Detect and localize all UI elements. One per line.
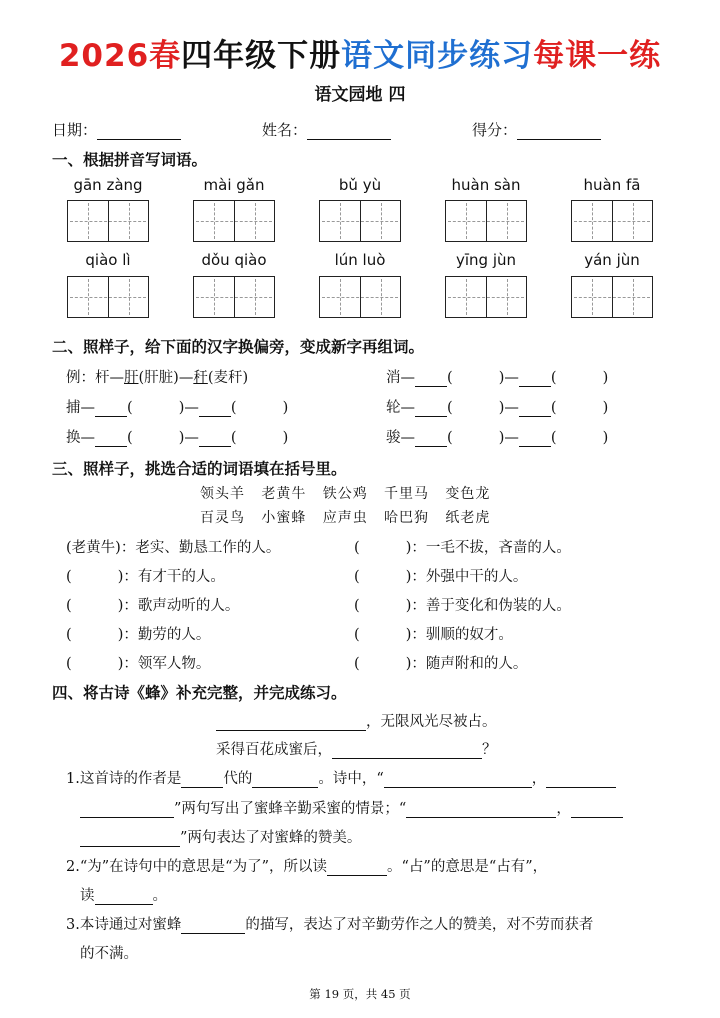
- page-footer: 第 19 页，共 45 页: [309, 987, 411, 1001]
- match-item[interactable]: ( )：勤劳的人。: [66, 627, 211, 643]
- dash: —: [400, 370, 415, 386]
- writing-grid[interactable]: [193, 200, 275, 242]
- example-word2: 秆: [193, 370, 208, 386]
- dash: —: [80, 430, 95, 446]
- writing-grid[interactable]: [319, 276, 401, 318]
- score-field[interactable]: [472, 119, 601, 140]
- writing-grid[interactable]: [571, 276, 653, 318]
- page-title: [0, 30, 720, 75]
- match-item[interactable]: ( )：一毛不拔，吝啬的人。: [354, 540, 571, 556]
- paren: ( ): [230, 430, 289, 446]
- paren: ( ): [127, 400, 185, 416]
- match-item[interactable]: ( )：驯顺的奴才。: [354, 627, 513, 643]
- dash: —: [504, 370, 519, 386]
- section2-heading: 二、照样子，给下面的汉字换偏旁，变成新字再组词。: [52, 338, 425, 356]
- example-end: (麦秆): [207, 370, 249, 386]
- title-part-year: 2026春: [58, 38, 182, 74]
- paren: ( ): [550, 430, 609, 446]
- dash: —: [504, 430, 519, 446]
- dash: —: [400, 430, 415, 446]
- paren: ( ): [127, 430, 185, 446]
- radical-item[interactable]: [66, 396, 288, 417]
- paren: ( ): [230, 400, 289, 416]
- example-line: [66, 366, 248, 387]
- word-bank-row2: 百灵鸟 小蜜蜂 应声虫 哈巴狗 纸老虎: [200, 510, 491, 526]
- pinyin-item: huàn fā: [583, 176, 641, 194]
- paren: ( ): [550, 370, 609, 386]
- writing-grid[interactable]: [445, 200, 527, 242]
- lesson-subtitle: 语文园地 四: [314, 85, 406, 105]
- writing-grid[interactable]: [571, 200, 653, 242]
- pinyin-item: bǔ yù: [338, 176, 382, 194]
- pinyin-item: yīng jùn: [455, 251, 517, 269]
- question3-line2: 的不满。: [80, 946, 138, 962]
- writing-grid[interactable]: [67, 276, 149, 318]
- poem-line1[interactable]: [216, 710, 497, 731]
- q-text: 代的: [223, 771, 253, 787]
- section1-heading: 一、根据拼音写词语。: [52, 151, 208, 169]
- q-text: 的描写，表达了对辛勤劳作之人的赞美，对不劳而获者: [245, 917, 594, 933]
- question1-line3[interactable]: [80, 826, 361, 847]
- dash: —: [184, 400, 199, 416]
- question1-line1[interactable]: [66, 767, 616, 788]
- q-text: 3.本诗通过对蜜蜂: [66, 917, 182, 933]
- pinyin-item: gān zàng: [73, 176, 143, 194]
- match-item[interactable]: ( )：领军人物。: [66, 656, 211, 672]
- name-field[interactable]: [262, 119, 391, 140]
- pinyin-item: mài gǎn: [203, 176, 265, 194]
- radical-char: 轮: [386, 400, 401, 416]
- radical-item[interactable]: [386, 366, 608, 387]
- poem-line2[interactable]: [216, 738, 497, 759]
- q-text: 。: [152, 888, 167, 904]
- score-label: 得分：: [472, 121, 518, 139]
- pinyin-item: huàn sàn: [451, 176, 521, 194]
- dash: —: [80, 400, 95, 416]
- q-text: ”两句写出了蜜蜂辛勤采蜜的情景；“: [174, 801, 407, 817]
- paren: ( ): [447, 430, 505, 446]
- match-item[interactable]: ( )：外强中干的人。: [354, 569, 528, 585]
- q-text: 1.这首诗的作者是: [66, 771, 182, 787]
- section4-heading: 四、将古诗《蜂》补充完整，并完成练习。: [52, 684, 347, 702]
- example-word1: 肝: [124, 370, 139, 386]
- paren: ( ): [447, 400, 505, 416]
- match-item[interactable]: ( )：歌声动听的人。: [66, 598, 240, 614]
- date-label: 日期：: [52, 121, 98, 139]
- q-text: ”两句表达了对蜜蜂的赞美。: [180, 830, 362, 846]
- q-text: 2.“为”在诗句中的意思是“为了”，所以读: [66, 859, 327, 875]
- title-part-subject: 语文同步练习: [341, 38, 534, 74]
- example-prefix: 例：杆—: [66, 370, 124, 386]
- poem-text: 采得百花成蜜后，: [216, 742, 332, 758]
- question2-line1[interactable]: [66, 855, 547, 876]
- radical-char: 骏: [386, 430, 401, 446]
- question2-line2[interactable]: [80, 884, 167, 905]
- date-field[interactable]: [52, 119, 181, 140]
- dash: —: [400, 400, 415, 416]
- match-item[interactable]: (老黄牛)：老实、勤恳工作的人。: [66, 540, 281, 556]
- pinyin-item: yán jùn: [584, 251, 640, 269]
- question3-line1[interactable]: [66, 913, 593, 934]
- match-item[interactable]: ( )：随声附和的人。: [354, 656, 528, 672]
- writing-grid[interactable]: [67, 200, 149, 242]
- section3-heading: 三、照样子，挑选合适的词语填在括号里。: [52, 460, 347, 478]
- q-text: 。诗中，“: [318, 771, 384, 787]
- poem-text: ？: [482, 742, 497, 758]
- radical-char: 消: [386, 370, 401, 386]
- writing-grid[interactable]: [319, 200, 401, 242]
- paren: ( ): [447, 370, 505, 386]
- writing-grid[interactable]: [193, 276, 275, 318]
- match-item[interactable]: ( )：善于变化和伪装的人。: [354, 598, 571, 614]
- radical-char: 捕: [66, 400, 81, 416]
- title-part-grade: 四年级下册: [181, 38, 342, 74]
- q-text: ，: [531, 771, 547, 787]
- dash: —: [504, 400, 519, 416]
- name-label: 姓名：: [262, 121, 308, 139]
- example-mid: (肝脏)—: [138, 370, 194, 386]
- pinyin-item: dǒu qiào: [201, 251, 267, 269]
- question1-line2[interactable]: [80, 797, 623, 818]
- radical-char: 换: [66, 430, 81, 446]
- radical-item[interactable]: [386, 426, 608, 447]
- q-text: 读: [80, 888, 95, 904]
- pinyin-item: lún luò: [334, 251, 386, 269]
- q-text: ，: [556, 801, 571, 817]
- radical-item[interactable]: [66, 426, 288, 447]
- writing-grid[interactable]: [445, 276, 527, 318]
- radical-item[interactable]: [386, 396, 608, 417]
- q-text: 。“占”的意思是“占有”，: [387, 859, 548, 875]
- title-part-practice: 每课一练: [533, 38, 662, 74]
- dash: —: [184, 430, 199, 446]
- match-item[interactable]: ( )：有才干的人。: [66, 569, 225, 585]
- pinyin-item: qiào lì: [85, 251, 131, 269]
- poem-text: ，无限风光尽被占。: [366, 714, 497, 730]
- word-bank-row1: 领头羊 老黄牛 铁公鸡 千里马 变色龙: [200, 486, 491, 502]
- paren: ( ): [550, 400, 609, 416]
